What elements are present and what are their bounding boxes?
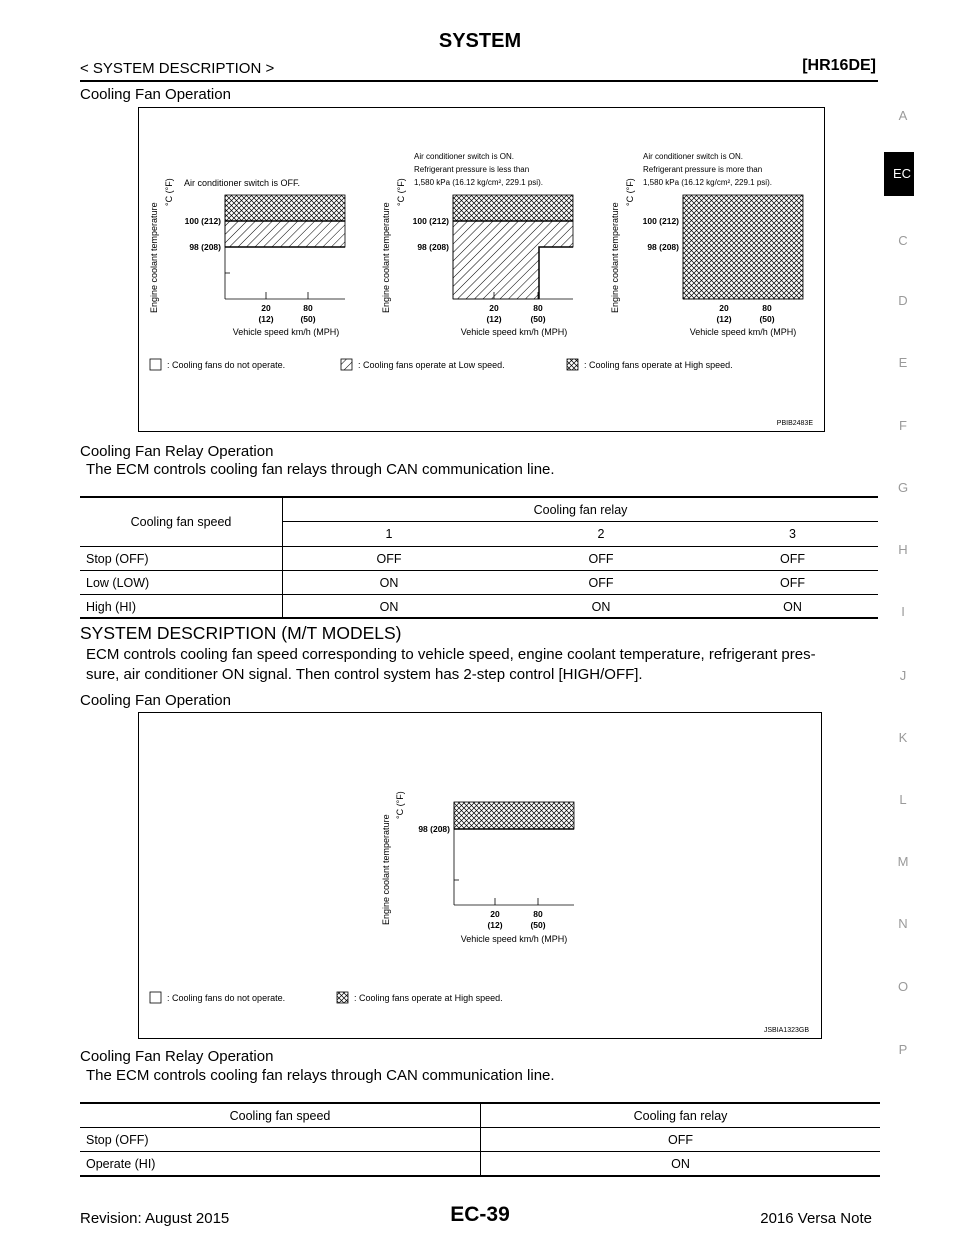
tick-80: 80 <box>303 303 313 313</box>
side-tab-j[interactable]: J <box>899 668 907 683</box>
footer-model: 2016 Versa Note <box>760 1210 872 1227</box>
tick-20-sub: (12) <box>486 314 502 324</box>
x-axis-label: Vehicle speed km/h (MPH) <box>232 327 340 337</box>
tick-20-sub: (12) <box>487 920 503 930</box>
table-row <box>80 595 878 619</box>
region-low-speed <box>225 221 345 247</box>
relay-cell: ON <box>671 1156 690 1171</box>
side-tab-active-label: EC <box>893 166 912 181</box>
panel-caption-1: Air conditioner switch is ON. <box>643 152 744 161</box>
tick-20-sub: (12) <box>716 314 732 324</box>
side-tab-k[interactable]: K <box>898 730 908 745</box>
tick-20: 20 <box>261 303 271 313</box>
table-row <box>80 571 878 595</box>
region-high-speed <box>683 195 803 299</box>
relay-cell: OFF <box>668 1132 693 1147</box>
y-unit-label: °C (°F) <box>164 178 174 206</box>
tick-80-sub: (50) <box>759 314 775 324</box>
x-axis-label: Vehicle speed km/h (MPH) <box>460 934 568 944</box>
side-tab-o[interactable]: O <box>897 979 909 994</box>
panel-caption-1: Air conditioner switch is ON. <box>414 152 515 161</box>
y-axis-label: Engine coolant temperature <box>149 202 159 313</box>
side-tab-f[interactable]: F <box>899 418 907 433</box>
figure-id: PBIB2483E <box>776 420 813 427</box>
footer-page-number: EC-39 <box>450 1203 510 1226</box>
relay3-cell: ON <box>783 599 802 614</box>
tick-98: 98 (208) <box>647 242 679 252</box>
page-title: SYSTEM <box>438 30 522 52</box>
legend <box>150 359 733 370</box>
header-divider <box>80 80 878 82</box>
cvt-relay-heading: Cooling Fan Relay Operation <box>80 443 274 460</box>
relay2-cell: OFF <box>588 551 614 566</box>
side-tab-i[interactable]: I <box>901 604 905 619</box>
tick-20: 20 <box>489 303 499 313</box>
y-axis-label: Engine coolant temperature <box>381 814 391 925</box>
cvt-relay-table <box>80 498 878 618</box>
y-unit-label: °C (°F) <box>396 178 406 206</box>
panel-caption-3: 1,580 kPa (16.12 kg/cm², 229.1 psi). <box>643 178 772 187</box>
region-high-speed <box>453 195 573 221</box>
footer-revision: Revision: August 2015 <box>80 1210 230 1227</box>
x-axis-label: Vehicle speed km/h (MPH) <box>460 327 568 337</box>
col-header-speed: Cooling fan speed <box>80 1104 481 1128</box>
table-row <box>80 1152 880 1176</box>
side-tab-g[interactable]: G <box>897 480 909 495</box>
col-header-relay: Cooling fan relay <box>633 1108 728 1123</box>
region-high-speed <box>454 802 574 829</box>
y-unit-label: °C (°F) <box>395 791 405 819</box>
speed-cell: Stop (OFF) <box>80 547 283 571</box>
x-axis-label: Vehicle speed km/h (MPH) <box>689 327 797 337</box>
side-tab-l[interactable]: L <box>899 792 907 807</box>
panel-ac-on-low-pressure <box>381 152 573 337</box>
cvt-fan-diagram <box>139 108 824 431</box>
tick-100: 100 (212) <box>412 216 449 226</box>
tick-100: 100 (212) <box>184 216 221 226</box>
relay1-cell: OFF <box>376 551 402 566</box>
side-tab-h[interactable]: H <box>898 542 908 557</box>
legend-low: : Cooling fans operate at Low speed. <box>358 360 505 370</box>
legend-off: : Cooling fans do not operate. <box>167 360 286 370</box>
table-bottom-rule <box>80 617 878 619</box>
col-header-speed: Cooling fan speed <box>80 498 283 547</box>
speed-cell: Stop (OFF) <box>80 1128 481 1152</box>
mt-fan-operation-figure <box>138 712 822 1039</box>
legend-swatch-high <box>337 992 348 1003</box>
legend-high: : Cooling fans operate at High speed. <box>354 993 503 1003</box>
side-tab-d[interactable]: D <box>898 293 908 308</box>
mt-paragraph-line-1: ECM controls cooling fan speed corresponding to vehicle speed, engine coolant temperature, refrigerant pres- <box>86 646 816 663</box>
relay-num-3: 3 <box>789 527 796 542</box>
legend-swatch-low <box>341 359 352 370</box>
relay-num-2: 2 <box>597 527 605 542</box>
mt-fan-operation-heading: Cooling Fan Operation <box>80 692 231 709</box>
relay1-cell: ON <box>379 575 399 590</box>
relay2-cell: ON <box>591 599 611 614</box>
tick-80-sub: (50) <box>300 314 316 324</box>
tick-98: 98 (208) <box>418 824 450 834</box>
relay-num-1: 1 <box>385 527 393 542</box>
table-row <box>80 1128 880 1152</box>
y-unit-label: °C (°F) <box>625 178 635 206</box>
figure-id: JSBIA1323GB <box>763 1027 809 1034</box>
relay2-cell: OFF <box>588 575 614 590</box>
cvt-fan-operation-figure <box>138 107 825 432</box>
y-axis-label: Engine coolant temperature <box>610 202 620 313</box>
cvt-fan-operation-heading: Cooling Fan Operation <box>80 86 231 103</box>
mt-section-title: SYSTEM DESCRIPTION (M/T MODELS) <box>80 623 402 643</box>
tick-100: 100 (212) <box>642 216 679 226</box>
panel-ac-off <box>149 178 345 337</box>
mt-paragraph-line-2: sure, air conditioner ON signal. Then control system has 2-step control [HIGH/OFF]. <box>86 666 643 683</box>
legend-swatch-high <box>567 359 578 370</box>
mt-relay-heading: Cooling Fan Relay Operation <box>80 1048 274 1065</box>
side-tab-n[interactable]: N <box>898 916 908 931</box>
tick-20: 20 <box>719 303 729 313</box>
region-low-speed <box>453 221 573 299</box>
tick-20: 20 <box>490 909 500 919</box>
section-breadcrumb: < SYSTEM DESCRIPTION > <box>80 60 275 77</box>
panel-caption-2: Refrigerant pressure is less than <box>414 165 530 174</box>
tick-80: 80 <box>762 303 772 313</box>
side-tab-p[interactable]: P <box>898 1042 908 1057</box>
y-axis-label: Engine coolant temperature <box>381 202 391 313</box>
region-high-speed <box>225 195 345 221</box>
relay1-cell: ON <box>379 599 399 614</box>
side-tab-c[interactable]: C <box>898 233 908 248</box>
legend-off: : Cooling fans do not operate. <box>167 993 286 1003</box>
legend-swatch-off <box>150 992 161 1003</box>
panel-caption-3: 1,580 kPa (16.12 kg/cm², 229.1 psi). <box>414 178 543 187</box>
legend <box>150 992 503 1003</box>
panel-caption: Air conditioner switch is OFF. <box>184 178 301 188</box>
engine-code: [HR16DE] <box>802 57 876 74</box>
tick-80-sub: (50) <box>530 314 546 324</box>
relay3-cell: OFF <box>780 551 805 566</box>
side-tab-a[interactable]: A <box>898 108 908 123</box>
legend-swatch-off <box>150 359 161 370</box>
mt-relay-table <box>80 1104 880 1175</box>
side-tab-m[interactable]: M <box>897 854 909 869</box>
speed-cell: Operate (HI) <box>80 1152 481 1176</box>
panel-ac-on-high-pressure <box>610 152 803 337</box>
tick-98: 98 (208) <box>189 242 221 252</box>
mt-fan-diagram <box>139 713 821 1038</box>
tick-98: 98 (208) <box>417 242 449 252</box>
tick-20-sub: (12) <box>258 314 274 324</box>
table-bottom-rule <box>80 1175 880 1177</box>
table-row <box>80 547 878 571</box>
col-header-relay: Cooling fan relay <box>283 498 879 522</box>
tick-80-sub: (50) <box>530 920 546 930</box>
relay3-cell: OFF <box>780 575 805 590</box>
speed-cell: High (HI) <box>80 595 283 619</box>
side-tab-active[interactable] <box>884 152 914 196</box>
legend-high: : Cooling fans operate at High speed. <box>584 360 733 370</box>
panel-caption-2: Refrigerant pressure is more than <box>643 165 763 174</box>
speed-cell: Low (LOW) <box>80 571 283 595</box>
mt-relay-text: The ECM controls cooling fan relays through CAN communication line. <box>86 1067 555 1084</box>
tick-80: 80 <box>533 909 543 919</box>
cvt-relay-text: The ECM controls cooling fan relays through CAN communication line. <box>86 461 555 478</box>
tick-80: 80 <box>533 303 543 313</box>
side-tab-e[interactable]: E <box>898 355 908 370</box>
